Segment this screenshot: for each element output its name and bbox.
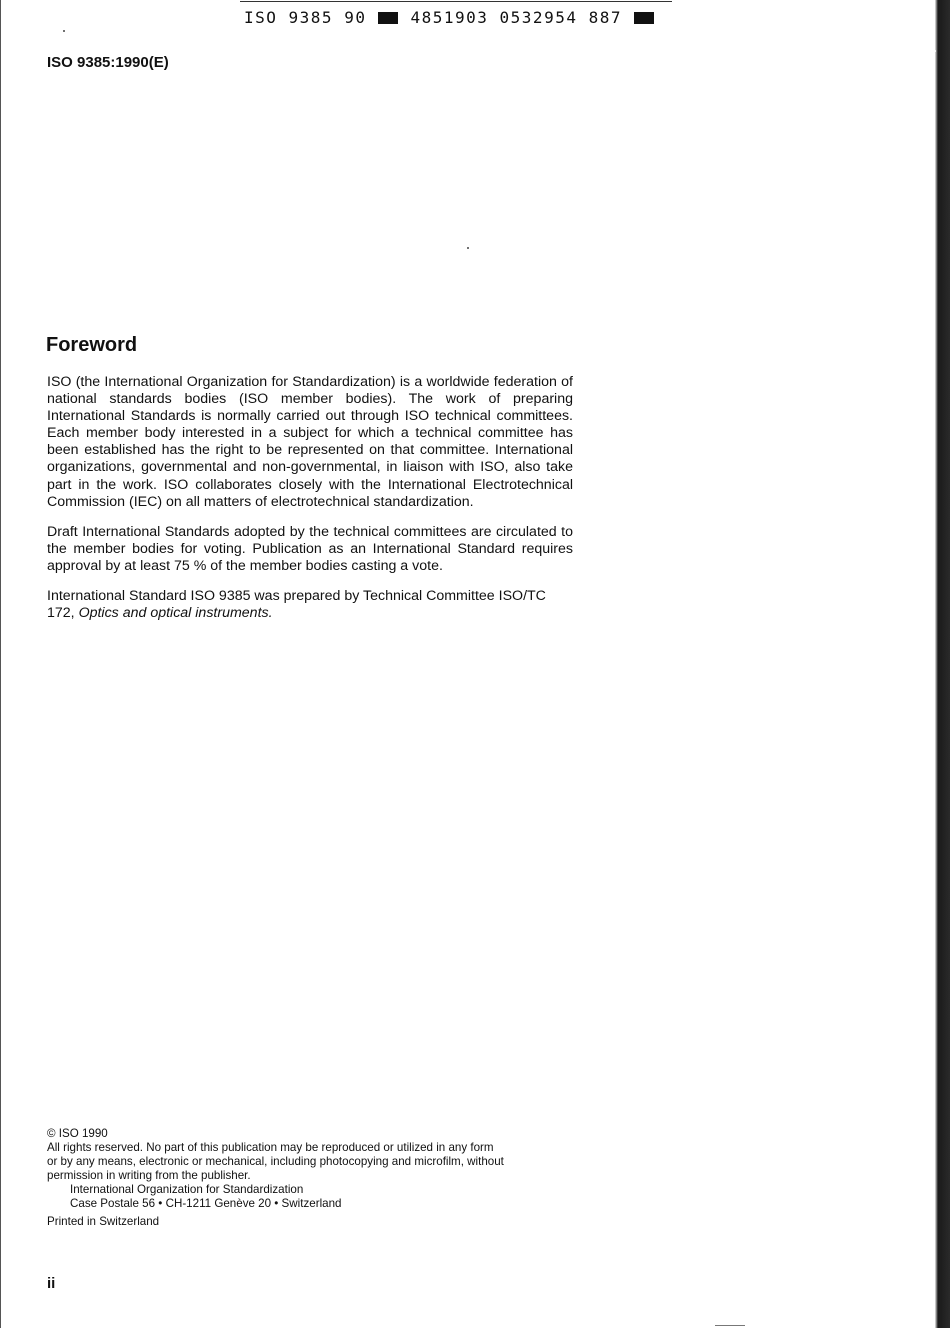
barcode-block-icon xyxy=(378,12,398,24)
copyright-symbol-line: © ISO 1990 xyxy=(47,1127,108,1140)
top-rule xyxy=(240,1,672,2)
committee-title: Optics and optical instruments. xyxy=(78,605,273,622)
page-edge-left xyxy=(0,0,1,1328)
page-title: Foreword xyxy=(46,334,138,356)
scan-speck xyxy=(934,50,936,52)
rights-line-1: All rights reserved. No part of this publication may be reproduced or utilized in any form xyxy=(47,1141,494,1155)
copyright-block xyxy=(47,1127,577,1229)
foreword-body xyxy=(47,374,573,635)
page-edge-right xyxy=(935,0,950,1328)
rights-line-3: permission in writing from the publisher. xyxy=(47,1169,251,1183)
scan-speck xyxy=(467,247,469,249)
barcode-part-2: 4851903 0532954 887 xyxy=(410,8,622,27)
paragraph-3 xyxy=(47,588,573,622)
rights-line-2: or by any means, electronic or mechanical, including photocopying and microfilm, without xyxy=(47,1155,504,1169)
scan-speck xyxy=(63,30,65,32)
barcode-header xyxy=(244,8,654,27)
barcode-part-1: ISO 9385 90 xyxy=(244,8,367,27)
paragraph-3-lead: International Standard ISO 9385 was prepared by Technical Committee ISO/TC 172, xyxy=(47,588,546,622)
printed-in: Printed in Switzerland xyxy=(47,1214,160,1228)
page-number: ii xyxy=(47,1275,56,1292)
paragraph-1: ISO (the International Organization for Standardization) is a worldwide federation of national standards bodies (ISO member bodies). The work of preparing International Standards is normally carried out through ISO technical committees. Each member body interested in a subject for which a technical committee has been established has the right to be represented on that committee. International organizations, governmental and non-governmental, in liaison with ISO, also take part in the work. ISO collaborates closely with the International Electrotechnical Commission (IEC) on all matters of electrotechnical standardization. xyxy=(47,374,573,510)
barcode-block-icon xyxy=(634,12,654,24)
org-address: Case Postale 56 • CH-1211 Genève 20 • Switzerland xyxy=(70,1197,342,1211)
scan-mark xyxy=(715,1325,745,1326)
document-id: ISO 9385:1990(E) xyxy=(47,54,169,71)
paragraph-2: Draft International Standards adopted by the technical committees are circulated to the member bodies for voting. Publication as an International Standard requires approval by at least 75 % of the member bodies casting a vote. xyxy=(47,523,573,574)
org-name: International Organization for Standardization xyxy=(70,1183,304,1197)
